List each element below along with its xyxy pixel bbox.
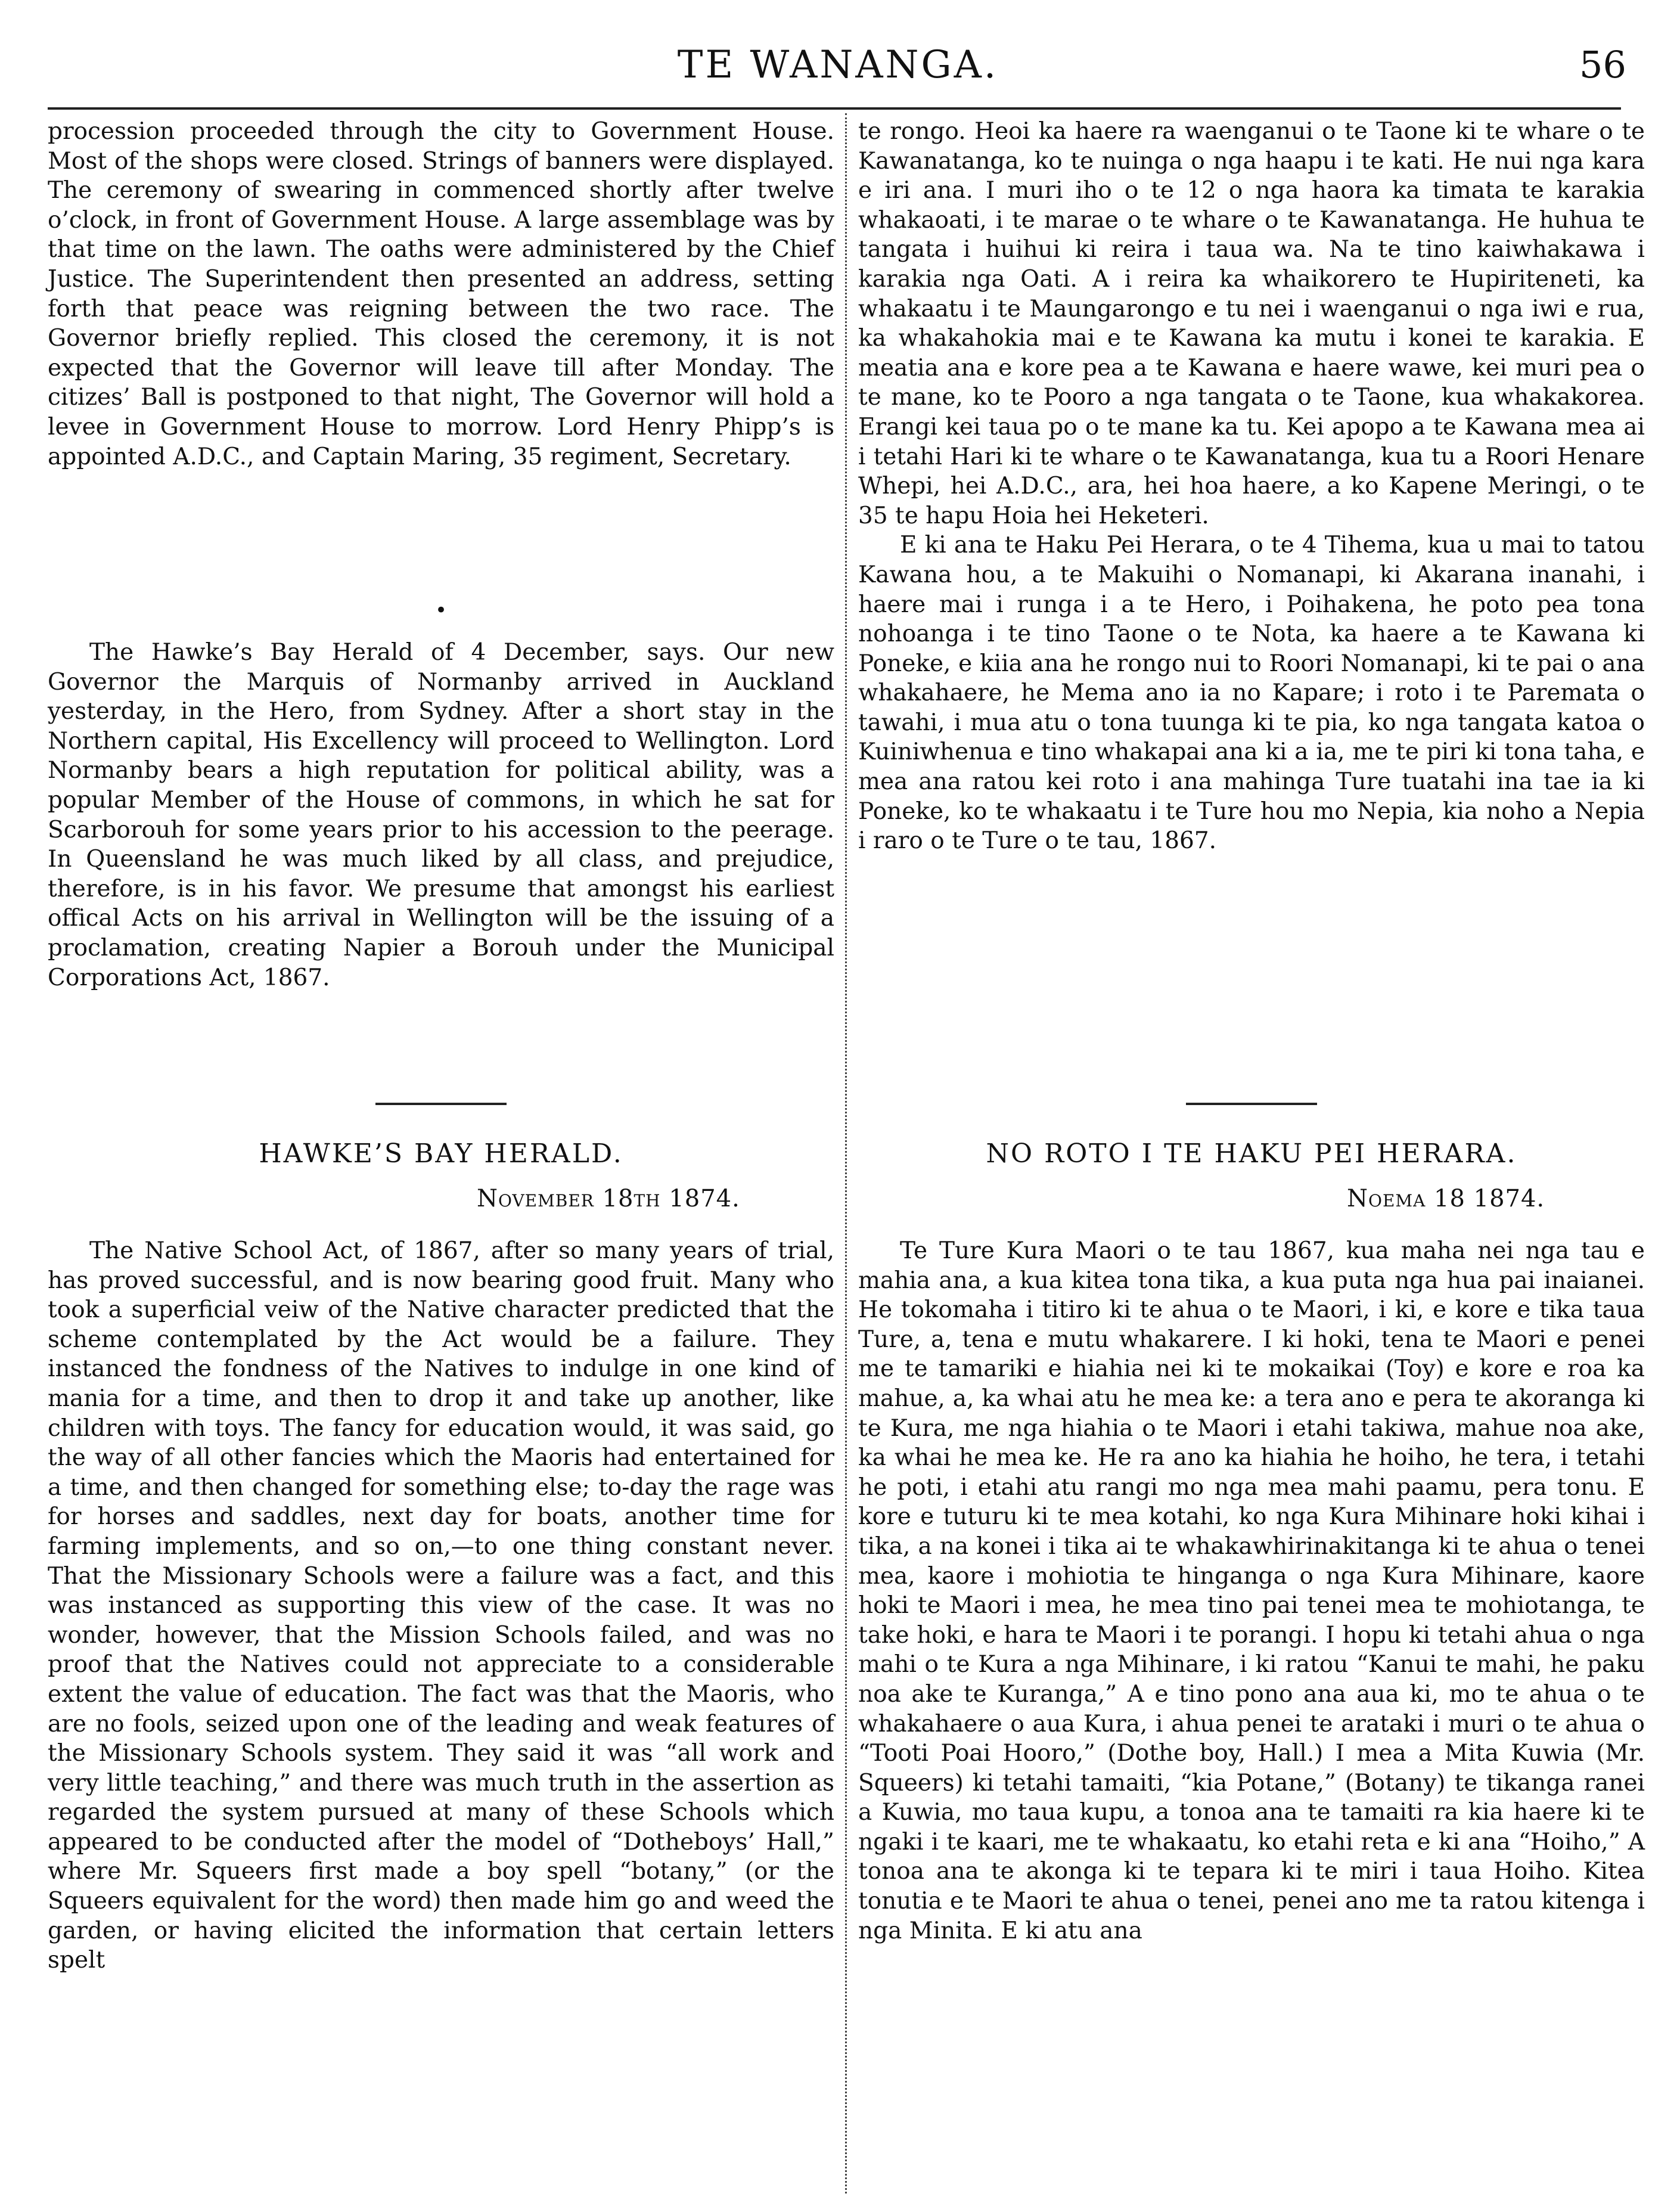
section-separator-dot: • (434, 598, 448, 622)
english-section-heading: HAWKE’S BAY HERALD. (259, 1138, 623, 1169)
page-number: 56 (1579, 43, 1626, 86)
english-article (48, 1236, 834, 1975)
maori-article (858, 1236, 1645, 1946)
maori-dateline: Noema 18 1874. (1347, 1185, 1545, 1212)
maori-section-heading: NO ROTO I TE HAKU PEI HERARA. (986, 1138, 1517, 1169)
column-divider (845, 113, 847, 2193)
maori-column-top (858, 117, 1645, 856)
newspaper-title: TE WANANGA. (677, 43, 999, 87)
header-rule (48, 107, 1621, 110)
english-paragraph-ceremony: procession proceeded through the city to Government House. Most of the shops were closed. Strings of banners were displayed. The ceremony of swearing in commenced shortly after twelve o’clock, in front of Government House. A large assemblage was by that time on the lawn. The oaths were administered by the Chief Justice. The Superintendent then presented an address, setting forth that peace was reigning between the two race. The Governor briefly replied. This closed the ceremony, it is not expected that the Governor will leave till after Monday. The citizes’ Ball is postponed to that night, The Governor will hold a levee in Government House to morrow. Lord Henry Phipp’s is appointed A.D.C., and Captain Maring, 35 regiment, Secretary. (48, 118, 834, 470)
maori-paragraph-normanby: E ki ana te Haku Pei Herara, o te 4 Tihema, kua u mai to tatou Kawana hou, a te Makuihi o Nomanapi, ki Akarana inanahi, i haere mai i runga i a te Hero, i Poihakena, he poto pea tona nohoanga i te tino Taone o te Nota, ka haere a te Kawana ki Poneke, e kiia ana he rongo nui to Roori Nomanapi, ki te pai o ana whakahaere, he Mema ano ia no Kapare; i roto i te Paremata o tawahi, i mua atu o tona tuunga ki te pia, ko nga tangata katoa o Kuiniwhenua e tino whakapai ana ki a ia, me te piri ki tona taha, e mea ana ratou kei roto i ana mahinga Ture tuatahi ina tae ia ki Poneke, ko te whakaatu i te Ture hou mo Nepia, kia noho a Nepia i raro o te Ture o te tau, 1867. (858, 532, 1645, 855)
english-article-text: The Native School Act, of 1867, after so many years of trial, has proved successful, and is now bearing good fruit. Many who took a superficial veiw of the Native character predicted that the scheme contemplated by the Act would be a failure. They instanced the fondness of the Natives to indulge in one kind of mania for a time, and then to drop it and take up another, like children with toys. The fancy for education would, it was said, go the way of all other fancies which the Maoris had entertained for a time, and then changed for something else; to-day the rage was for horses and saddles, next day for boats, another time for farming implements, and so on,—to one thing constant never. That the Missionary Schools were a failure was a fact, and this was instanced as supporting this view of the case. It was no wonder, however, that the Mission Schools failed, and was no proof that the Natives could not appreciate to a considerable extent the value of education. The fact was that the Maoris, who are no fools, seized upon one of the leading and weak features of the Missionary Schools system. They said it was “all work and very little teaching,” and there was much truth in the assertion as regarded the system pursued at many of these Schools which appeared to be conducted after the model of “Dotheboys’ Hall,” where Mr. Squeers first made a boy spell “botany,” (or the Squeers equivalent for the word) then made him go and weed the garden, or having elicited the information that certain letters spelt (48, 1237, 834, 1974)
maori-article-text: Te Ture Kura Maori o te tau 1867, kua maha nei nga tau e mahia ana, a kua kitea tona tika, a kua puta nga hua pai inaianei. He tokomaha i titiro ki te ahua o te Maori, i ki, e kore e tika taua Ture, a, tena e mutu whakarere. I ki hoki, tena te Maori e penei me te tamariki e hiahia nei ki te mokaikai (Toy) e kore e roa ka mahue, a, ka whai atu he mea ke: a tera ano e pera te akoranga ki te Kura, me nga hiahia o te Maori i etahi takiwa, mahue noa ake, ka whai he mea ke. He ra ano ka hiahia he hoiho, he tera, i tetahi he poti, i etahi atu rangi mo nga mea mahi paamu, pera tonu. E kore e tuturu ki te mea kotahi, ko nga Kura Mihinare hoki kihai i tika, a na konei i tika ai te whakawhirinakitanga ki te ahua o tenei mea, kaore i mohiotia te hinganga o nga Kura Mihinare, kaore hoki te Maori i mea, he mea tino pai tenei mea te mohiotanga, te take hoki, e hara te Maori i te porangi. I hopu ki tetahi ahua o nga mahi o te Kura a nga Mihinare, i ki ratou “Kanui te mahi, he paku noa ake te Kuranga,” A e tino pono ana aua ki, mo te ahua o te whakahaere o aua Kura, i ahua penei te arataki i muri o te ahua o “Tooti Poai Hooro,” (Dothe boy, Hall.) I mea a Mita Kuwia (Mr. Squeers) ki tetahi tamaiti, “kia Potane,” (Botany) te tikanga ranei a Kuwia, mo taua kupu, a tonoa ana te tamaiti ra kia haere ki te ngaki i te kaari, me te whakaatu, ko etahi reta e ki ana “Hoiho,” A tonoa ana te akonga ki te tepara ki te miri i taua Hoiho. Kitea tonutia e te Maori te ahua o tenei, penei ano me ta ratou kitenga i nga Minita. E ki atu ana (858, 1237, 1645, 1944)
left-section-rule (375, 1103, 507, 1105)
english-column-normanby (48, 638, 834, 992)
right-section-rule (1186, 1103, 1317, 1105)
masthead (0, 38, 1680, 104)
english-column-top (48, 117, 834, 471)
english-dateline: November 18th 1874. (477, 1185, 740, 1212)
english-paragraph-normanby: The Hawke’s Bay Herald of 4 December, says. Our new Governor the Marquis of Normanby arrived in Auckland yesterday, in the Hero, from Sydney. After a short stay in the Northern capital, His Excellency will proceed to Wellington. Lord Normanby bears a high reputation for political ability, was a popular Member of the House of commons, in which he sat for Scarborouh for some years prior to his accession to the peerage. In Queensland he was much liked by all class, and prejudice, therefore, is in his favor. We presume that amongst his earliest offical Acts on his arrival in Wellington will be the issuing of a proclamation, creating Napier a Borouh under the Municipal Corporations Act, 1867. (48, 639, 834, 991)
maori-paragraph-ceremony: te rongo. Heoi ka haere ra waenganui o te Taone ki te whare o te Kawanatanga, ko te nuinga o nga haapu i te kati. He nui nga kara e iri ana. I muri iho o te 12 o nga haora ka timata te karakia whakaoati, i te marae o te whare o te Kawanatanga. He huhua te tangata i huihui ki reira i taua wa. Na te tino kaiwhakawa i karakia nga Oati. A i reira ka whaikorero te Hupiriteneti, ka whakaatu i te Maungarongo e tu nei i waenganui o nga iwi e rua, ka whakahokia mai e te Kawana ka mutu i konei te karakia. E meatia ana e kore pea a te Kawana e haere wawe, kei muri pea o te mane, ko te Pooro a nga tangata o te Taone, kua whakakorea. Erangi kei taua po o te mane ka tu. Kei apopo a te Kawana mea ai i tetahi Hari ki te whare o te Kawanatanga, kua tu a Roori Henare Whepi, hei A.D.C., ara, hei hoa haere, a ko Kapene Meringi, o te 35 te hapu Hoia hei Heketeri. (858, 118, 1645, 529)
